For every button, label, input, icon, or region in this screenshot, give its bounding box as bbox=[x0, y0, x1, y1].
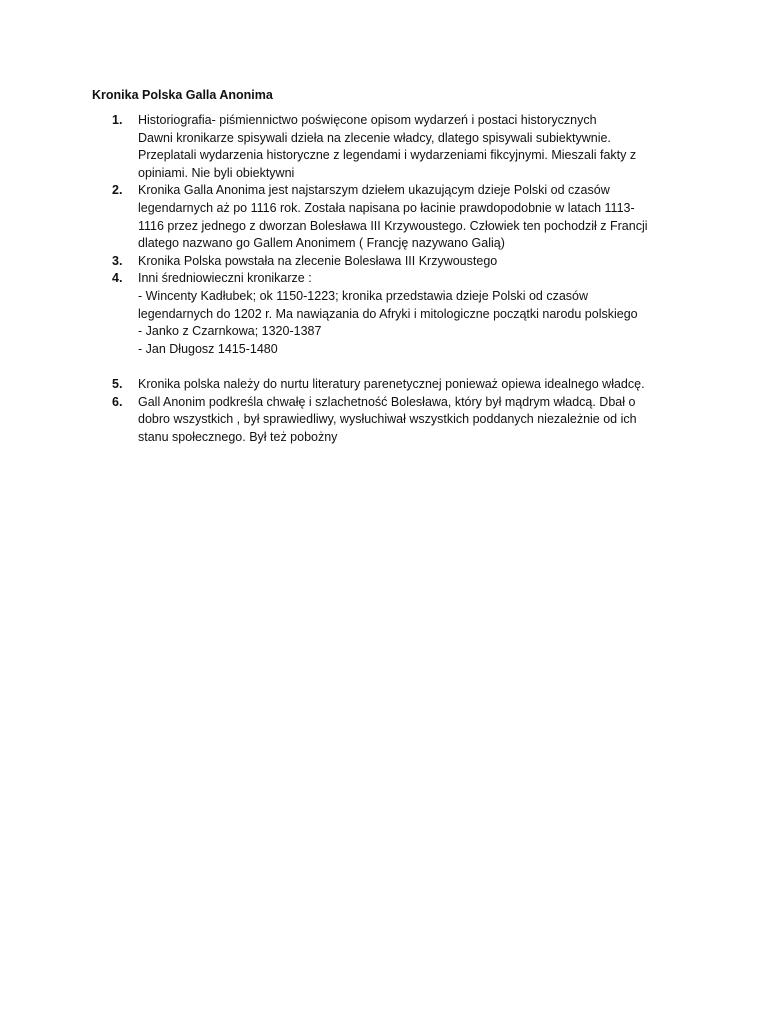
text-line: legendarnych aż po 1116 rok. Została napisana po łacinie prawdopodobnie w latach 1113- bbox=[138, 200, 635, 215]
list-number: 4. bbox=[112, 271, 123, 286]
list-item bbox=[112, 253, 692, 271]
text-line: dlatego nazwano go Gallem Anonimem ( Francję nazywano Galią) bbox=[138, 236, 505, 251]
list-number: 3. bbox=[112, 253, 123, 268]
text-line: Kronika Polska powstała na zlecenie Bolesława III Krzywoustego bbox=[138, 253, 498, 268]
text-line: Kronika polska należy do nurtu literatury parenetycznej ponieważ opiewa idealnego władcę. bbox=[138, 376, 645, 391]
list-item bbox=[112, 270, 692, 358]
text-line: Dawni kronikarze spisywali dzieła na zlecenie władcy, dlatego spisywali subiektywnie. bbox=[138, 130, 611, 145]
text-line: legendarnych do 1202 r. Ma nawiązania do Afryki i mitologiczne początki narodu polskiego bbox=[138, 306, 638, 321]
text-line: dobro wszystkich , był sprawiedliwy, wysłuchiwał wszystkich poddanych niezależnie od ich bbox=[138, 412, 637, 427]
list-number: 6. bbox=[112, 394, 123, 409]
text-line: 1116 przez jednego z dworzan Bolesława III Krzywoustego. Człowiek ten pochodził z Francji bbox=[138, 218, 648, 233]
list-item-text bbox=[138, 270, 692, 358]
list-number: 5. bbox=[112, 376, 123, 391]
list-item bbox=[112, 182, 692, 252]
text-line: Przeplatali wydarzenia historyczne z legendami i wydarzeniami fikcyjnymi. Mieszali fakty z bbox=[138, 148, 637, 163]
text-line: - Wincenty Kadłubek; ok 1150-1223; kronika przedstawia dzieje Polski od czasów bbox=[138, 288, 588, 303]
text-line: stanu społecznego. Był też pobożny bbox=[138, 429, 338, 444]
text-line: Gall Anonim podkreśla chwałę i szlachetność Bolesława, który był mądrym władcą. Dbał o bbox=[138, 394, 636, 409]
list-item bbox=[112, 394, 692, 447]
list-item bbox=[112, 376, 692, 394]
document-title: Kronika Polska Galla Anonima bbox=[92, 88, 273, 102]
list-item-text bbox=[138, 182, 692, 252]
text-line: Kronika Galla Anonima jest najstarszym dziełem ukazującym dzieje Polski od czasów bbox=[138, 183, 610, 198]
list-item-text bbox=[138, 253, 692, 271]
list-item-text bbox=[138, 394, 692, 447]
list-item-text bbox=[138, 112, 692, 182]
text-line: Inni średniowieczni kronikarze : bbox=[138, 271, 312, 286]
list-item-text bbox=[138, 376, 692, 394]
list-number: 1. bbox=[112, 113, 123, 127]
text-line: opiniami. Nie byli obiektywni bbox=[138, 165, 295, 180]
numbered-list bbox=[112, 112, 692, 446]
text-line: - Janko z Czarnkowa; 1320-1387 bbox=[138, 324, 322, 339]
text-line: - Jan Długosz 1415-1480 bbox=[138, 341, 278, 356]
text-line: Historiografia- piśmiennictwo poświęcone opisom wydarzeń i postaci historycznych bbox=[138, 113, 597, 127]
list-item bbox=[112, 112, 692, 182]
list-number: 2. bbox=[112, 183, 123, 198]
